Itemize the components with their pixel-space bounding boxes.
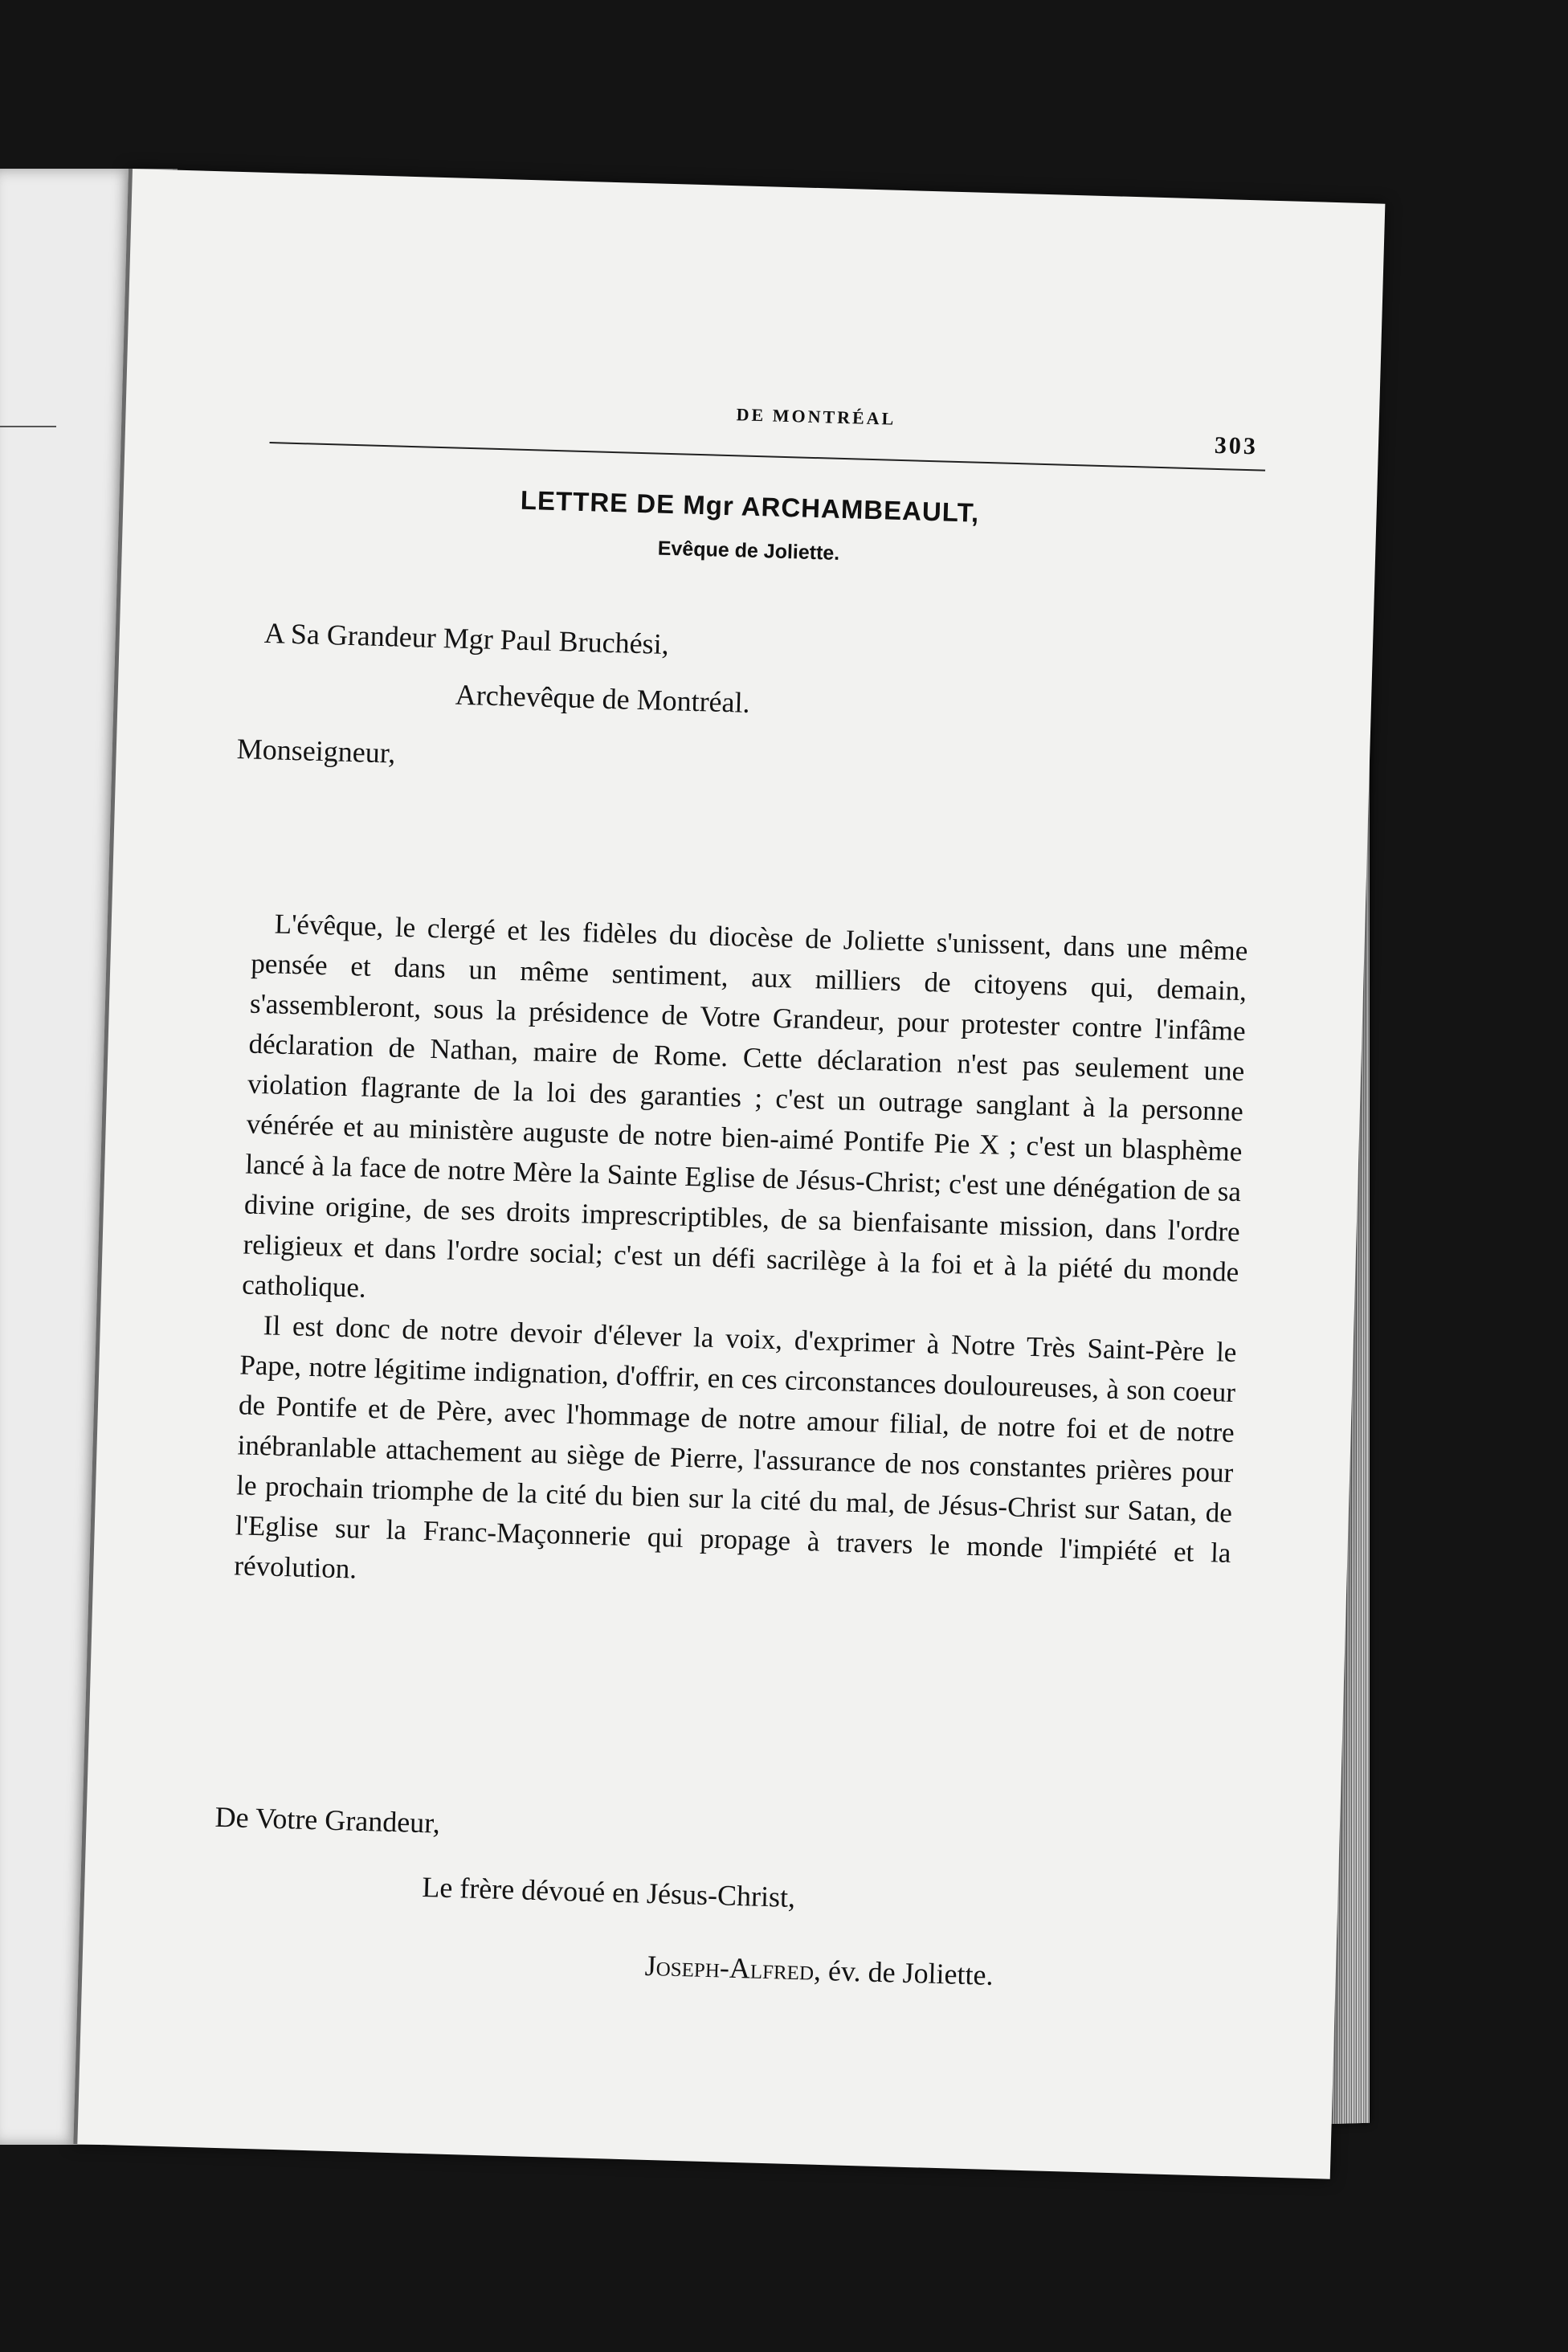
header-rule: [270, 442, 1266, 472]
letter-title: LETTRE DE Mgr ARCHAMBEAULT,: [520, 484, 980, 528]
letter-body: [234, 904, 1248, 1614]
signature: [644, 1951, 994, 1990]
left-page-rule: [0, 426, 56, 427]
paragraph-1: L'évêque, le clergé et les fidèles du diocèse de Joliette s'unissent, dans une même pensée et dans un même sentiment, aux milliers de citoyens qui, demain, s'assembleront, sous la présidence de Votre Grandeur, pour protester contre l'infâme déclaration de Nathan, maire de Rome. Cette déclaration n'est pas seulement une violation flagrante de la loi des garanties ; c'est un outrage sanglant à la personne vénérée et au ministère auguste de notre bien-aimé Pontife Pie X ; c'est un blasphème lancé à la face de notre Mère la Sainte Eglise de Jésus-Christ; c'est une dénégation de sa divine origine, de ses droits imprescriptibles, de sa bienfaisante mission, dans l'ordre religieux et dans l'ordre social; c'est un défi sacrilège à la foi et à la piété du monde catholique.: [241, 908, 1248, 1304]
address-line-1: A Sa Grandeur Mgr Paul Bruchési,: [263, 616, 670, 661]
signature-title: év. de Joliette.: [827, 1954, 994, 1991]
signature-name: Joseph-Alfred,: [644, 1949, 822, 1987]
closing-2: Le frère dévoué en Jésus-Christ,: [421, 1871, 796, 1914]
running-header: [271, 398, 1267, 460]
running-title: DE MONTRÉAL: [736, 404, 896, 429]
paragraph-2: Il est donc de notre devoir d'élever la voix, d'exprimer à Notre Très Saint-Père le Pape, notre légitime indignation, d'offrir, en ces circonstances douloureuses, à son coeur de Pontife et de Père, avec l'hommage de notre amour filial, de notre foi et de notre inébranlable attachement au siège de Pierre, l'assurance de nos constantes prières pour le prochain triomphe de la cité du bien sur la cité du mal, de Jésus-Christ sur Satan, de l'Eglise sur la Franc-Maçonnerie qui propage à travers le monde l'impiété et la révolution.: [233, 1309, 1237, 1585]
page-303: [73, 169, 1385, 2179]
address-line-2: Archevêque de Montréal.: [455, 678, 751, 719]
closing: De Votre Grandeur,: [214, 1800, 441, 1840]
page-number: 303: [1214, 431, 1259, 460]
letter-subtitle: Evêque de Joliette.: [657, 537, 840, 565]
salutation: Monseigneur,: [236, 733, 396, 770]
